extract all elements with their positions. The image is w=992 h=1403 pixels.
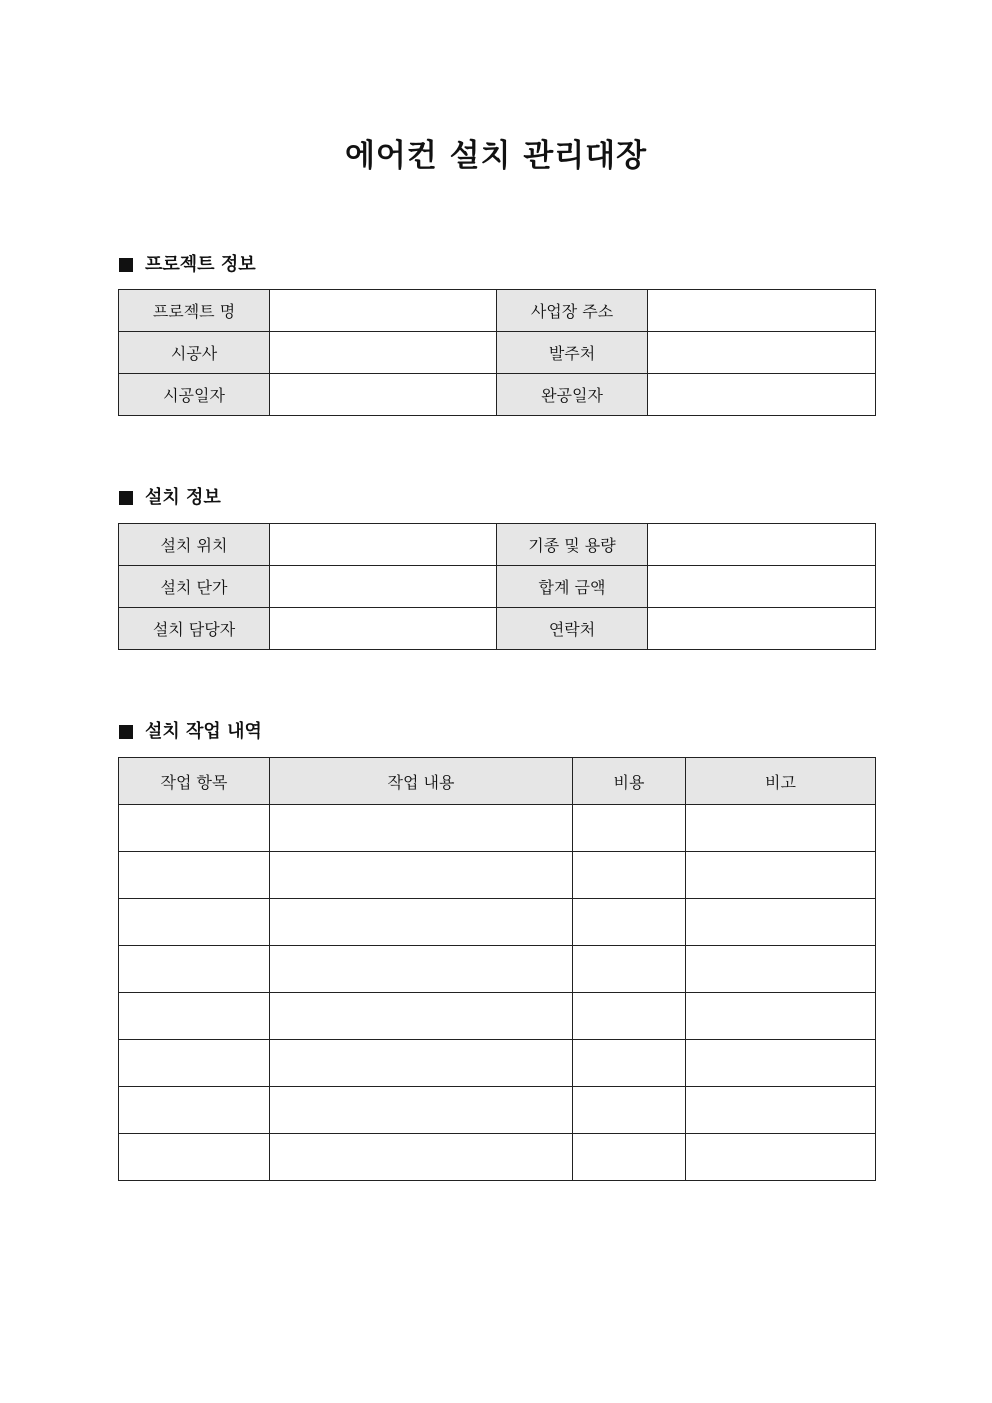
table-cell[interactable] — [573, 899, 686, 946]
field-value-start-date[interactable] — [270, 374, 497, 416]
field-value-contact[interactable] — [648, 608, 876, 650]
table-cell[interactable] — [686, 805, 876, 852]
section-heading-label: 설치 작업 내역 — [145, 721, 262, 742]
section-heading-project-info — [119, 253, 256, 277]
section-heading-install-info — [119, 486, 221, 510]
table-cell[interactable] — [119, 946, 270, 993]
field-label: 시공사 — [119, 332, 270, 374]
field-value-installer[interactable] — [270, 608, 497, 650]
column-header-remarks: 비고 — [686, 758, 876, 805]
table-cell[interactable] — [270, 993, 573, 1040]
field-value-unit-price[interactable] — [270, 566, 497, 608]
table-cell[interactable] — [573, 1040, 686, 1087]
table-row — [119, 1040, 876, 1087]
table-row — [119, 993, 876, 1040]
field-value-completion-date[interactable] — [648, 374, 876, 416]
table-cell[interactable] — [270, 899, 573, 946]
table-cell[interactable] — [686, 1087, 876, 1134]
table-row — [119, 805, 876, 852]
section-heading-work-log — [119, 720, 262, 744]
field-value-contractor[interactable] — [270, 332, 497, 374]
column-header-work-detail: 작업 내용 — [270, 758, 573, 805]
project-info-table — [118, 289, 876, 416]
field-value-project-name[interactable] — [270, 290, 497, 332]
square-bullet-icon — [119, 491, 133, 505]
table-cell[interactable] — [119, 899, 270, 946]
document-title: 에어컨 설치 관리대장 — [344, 138, 648, 174]
field-label: 합계 금액 — [497, 566, 648, 608]
table-cell[interactable] — [686, 852, 876, 899]
table-row — [119, 946, 876, 993]
field-value-install-location[interactable] — [270, 524, 497, 566]
table-cell[interactable] — [686, 993, 876, 1040]
square-bullet-icon — [119, 725, 133, 739]
table-cell[interactable] — [686, 1040, 876, 1087]
work-log-table — [118, 757, 876, 1181]
table-cell[interactable] — [270, 1134, 573, 1181]
table-cell[interactable] — [573, 805, 686, 852]
table-cell[interactable] — [573, 993, 686, 1040]
table-row — [119, 1087, 876, 1134]
table-row — [119, 608, 876, 650]
table-cell[interactable] — [270, 946, 573, 993]
table-cell[interactable] — [573, 1134, 686, 1181]
table-cell[interactable] — [119, 805, 270, 852]
field-label: 프로젝트 명 — [119, 290, 270, 332]
table-cell[interactable] — [686, 899, 876, 946]
field-label: 설치 단가 — [119, 566, 270, 608]
section-heading-label: 프로젝트 정보 — [145, 254, 256, 275]
column-header-cost: 비용 — [573, 758, 686, 805]
field-label: 연락처 — [497, 608, 648, 650]
field-label: 설치 위치 — [119, 524, 270, 566]
table-row — [119, 524, 876, 566]
table-cell[interactable] — [119, 1134, 270, 1181]
table-row — [119, 852, 876, 899]
table-cell[interactable] — [119, 993, 270, 1040]
field-label: 발주처 — [497, 332, 648, 374]
table-cell[interactable] — [573, 852, 686, 899]
field-label: 시공일자 — [119, 374, 270, 416]
table-row — [119, 1134, 876, 1181]
table-cell[interactable] — [573, 946, 686, 993]
table-row — [119, 566, 876, 608]
field-label: 사업장 주소 — [497, 290, 648, 332]
table-cell[interactable] — [270, 805, 573, 852]
table-cell[interactable] — [573, 1087, 686, 1134]
table-cell[interactable] — [270, 852, 573, 899]
table-cell[interactable] — [270, 1087, 573, 1134]
table-cell[interactable] — [686, 946, 876, 993]
table-header-row — [119, 758, 876, 805]
table-row — [119, 290, 876, 332]
field-label: 기종 및 용량 — [497, 524, 648, 566]
table-cell[interactable] — [119, 852, 270, 899]
field-label: 설치 담당자 — [119, 608, 270, 650]
table-row — [119, 374, 876, 416]
table-row — [119, 899, 876, 946]
field-value-client[interactable] — [648, 332, 876, 374]
install-info-table — [118, 523, 876, 650]
field-value-total-amount[interactable] — [648, 566, 876, 608]
field-value-site-address[interactable] — [648, 290, 876, 332]
section-heading-label: 설치 정보 — [145, 487, 221, 508]
table-cell[interactable] — [270, 1040, 573, 1087]
table-row — [119, 332, 876, 374]
square-bullet-icon — [119, 258, 133, 272]
field-label: 완공일자 — [497, 374, 648, 416]
table-cell[interactable] — [119, 1087, 270, 1134]
table-cell[interactable] — [686, 1134, 876, 1181]
table-cell[interactable] — [119, 1040, 270, 1087]
column-header-work-item: 작업 항목 — [119, 758, 270, 805]
field-value-model-capacity[interactable] — [648, 524, 876, 566]
